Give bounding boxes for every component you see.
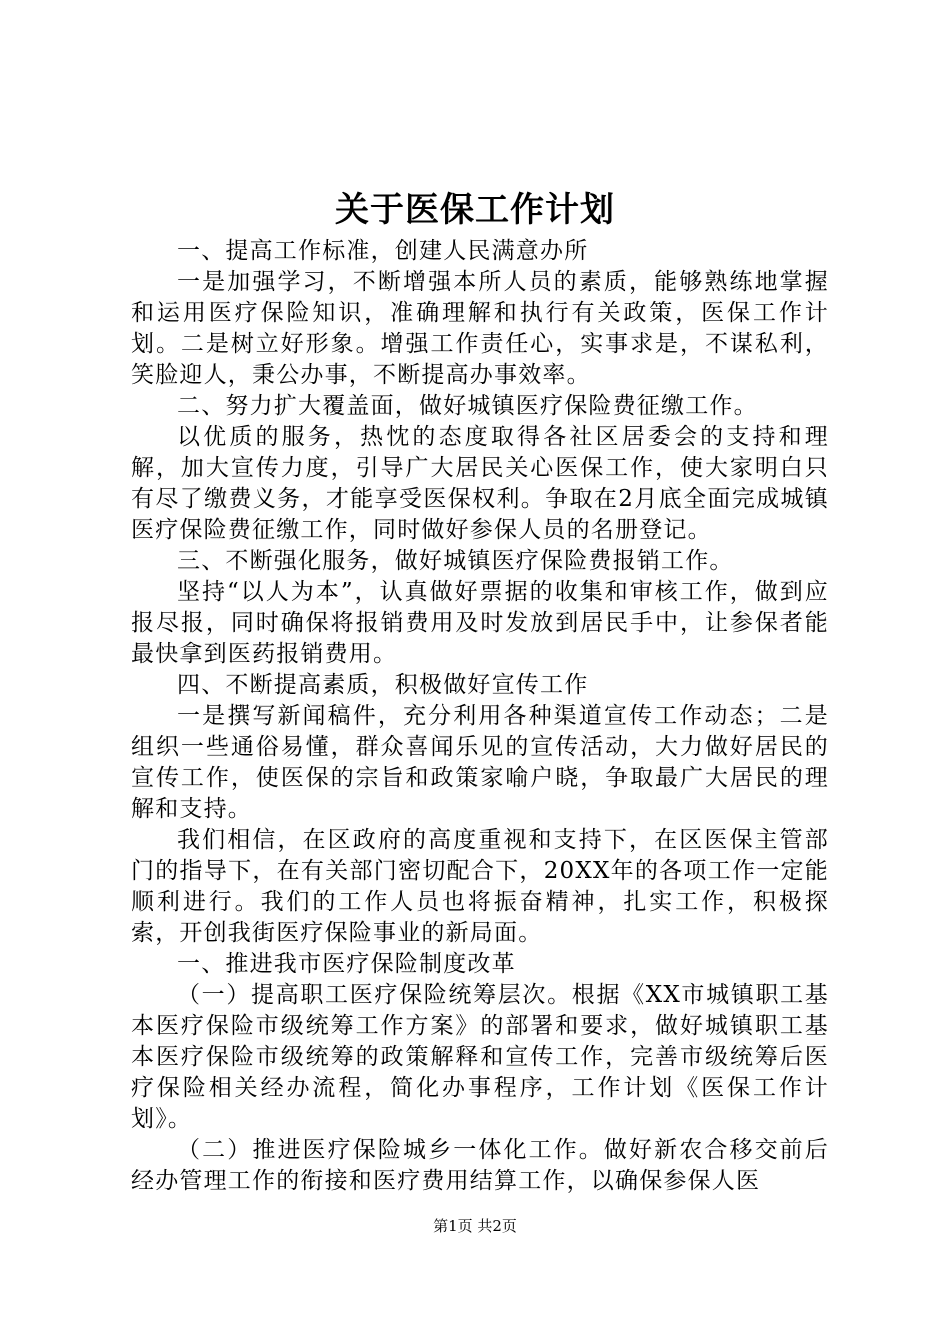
paragraph: 我们相信，在区政府的高度重视和支持下，在区医保主管部门的指导下，在有关部门密切配合下，20XX年的各项工作一定能顺利进行。我们的工作人员也将振奋精神，扎实工作，积极探索，开创我街医疗保险事业的新局面。 — [131, 827, 829, 946]
page-footer: 第1页 共2页 — [433, 1217, 517, 1235]
document-title: 关于医保工作计划 — [335, 190, 615, 230]
paragraph: 四、不断提高素质，积极做好宣传工作 — [177, 672, 589, 698]
paragraph: 一是撰写新闻稿件，充分利用各种渠道宣传工作动态；二是组织一些通俗易懂，群众喜闻乐见的宣传活动，大力做好居民的宣传工作，使医保的宗旨和政策家喻户晓，争取最广大居民的理解和支持。 — [131, 703, 829, 822]
paragraph: 以优质的服务，热忱的态度取得各社区居委会的支持和理解，加大宣传力度，引导广大居民关心医保工作，使大家明白只有尽了缴费义务，才能享受医保权利。争取在2月底全面完成城镇医疗保险费征缴工作，同时做好参保人员的名册登记。 — [131, 424, 829, 543]
paragraph: 一、提高工作标准，创建人民满意办所 — [177, 238, 589, 264]
paragraph: 一是加强学习，不断增强本所人员的素质，能够熟练地掌握和运用医疗保险知识，准确理解和执行有关政策，医保工作计划。二是树立好形象。增强工作责任心，实事求是，不谋私利，笑脸迎人，秉公办事，不断提高办事效率。 — [131, 269, 829, 388]
paragraph: 三、不断强化服务，做好城镇医疗保险费报销工作。 — [177, 548, 734, 574]
paragraph: 坚持“以人为本”，认真做好票据的收集和审核工作，做到应报尽报，同时确保将报销费用及时发放到居民手中，让参保者能最快拿到医药报销费用。 — [131, 579, 829, 667]
paragraph: 二、努力扩大覆盖面，做好城镇医疗保险费征缴工作。 — [177, 393, 758, 419]
document-body — [131, 236, 829, 1197]
paragraph: （一）提高职工医疗保险统筹层次。根据《XX市城镇职工基本医疗保险市级统筹工作方案》的部署和要求，做好城镇职工基本医疗保险市级统筹的政策解释和宣传工作，完善市级统筹后医疗保险相关经办流程，简化办事程序，工作计划《医保工作计划》。 — [131, 982, 829, 1132]
paragraph: （二）推进医疗保险城乡一体化工作。做好新农合移交前后经办管理工作的衔接和医疗费用结算工作，以确保参保人医 — [131, 1137, 829, 1194]
paragraph: 一、推进我市医疗保险制度改革 — [177, 951, 516, 977]
